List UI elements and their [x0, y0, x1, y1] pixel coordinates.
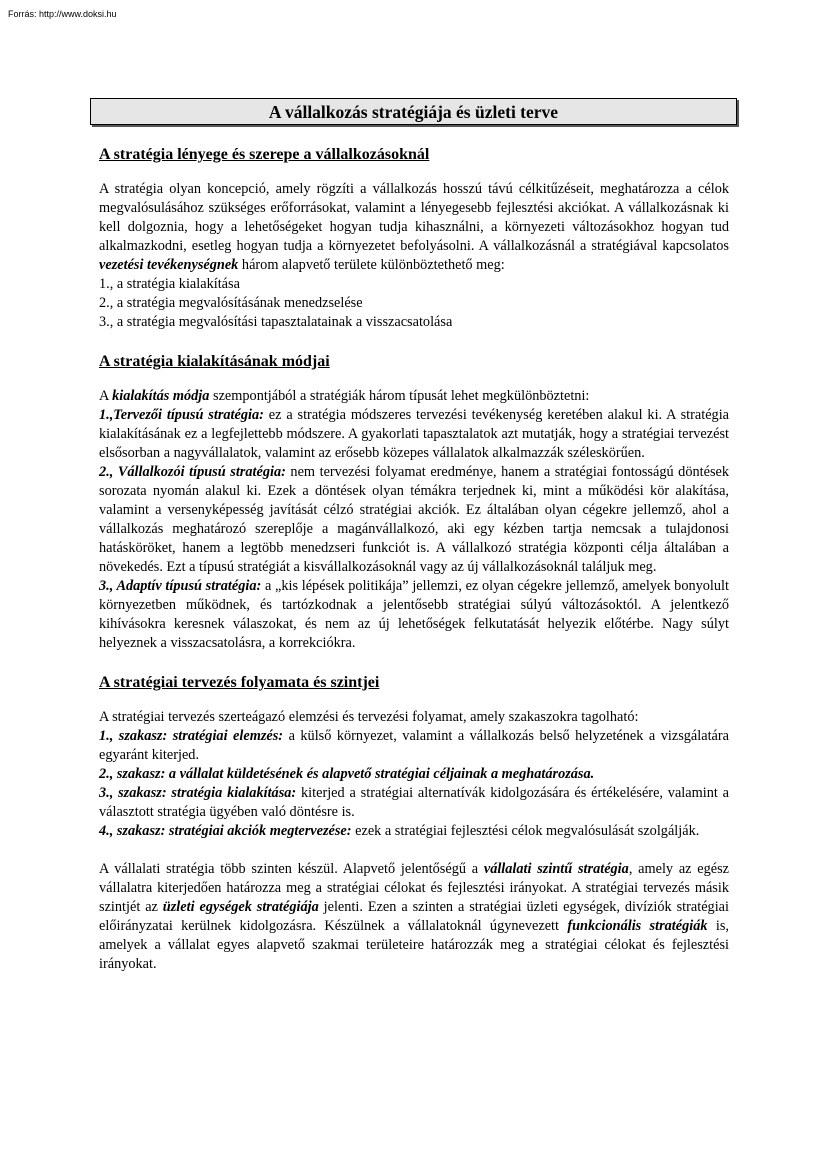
paragraph-strategy-definition: [99, 180, 729, 275]
text-run: ez a stratégia módszeres tervezési tevékenység keretében alakul ki. A stratégia kialakításának ez a legfejlettebb módszere. A gyakorlati tapasztalatok azt mutatják, hogy a stratégiai tervezést elsősorban a nagyvállalatok, valamint az erősebb közepes vállalatok alkalmazzák széleskörűen.: [99, 407, 730, 461]
emphasis-text: kialakítás módja: [112, 388, 210, 404]
paragraph-stage-4: [99, 822, 729, 841]
term-label: 3., Adaptív típusú stratégia:: [99, 578, 262, 594]
paragraph-planning-intro: A stratégiai tervezés szerteágazó elemzési és tervezési folyamat, amely szakaszokra tagolható:: [99, 709, 639, 725]
text-run: kiterjed a stratégiai alternatívák kidolgozására és értékelésére, valamint a választott stratégia ügyében való döntésre is.: [99, 785, 730, 820]
paragraph-adaptive-type: [99, 577, 729, 653]
term-label: 4., szakasz: stratégiai akciók megtervezése:: [99, 823, 352, 839]
text-run: a „kis lépések politikája” jellemzi, ez olyan cégekre jellemző, amelyek bonyolult környezetben működnek, és tartózkodnak a jelentősebb stratégiai súlyú változásoktól. A jelentkező kihívásokra keresnek válaszokat, és nem az új lehetőségek felkutatását helyezik előtérbe. Nagy súlyt helyeznek a visszacsatolásra, a korrekciókra.: [99, 578, 729, 651]
emphasis-text: funkcionális stratégiák: [567, 918, 708, 934]
text-run: ezek a stratégiai fejlesztési célok megvalósulását szolgálják.: [355, 823, 700, 839]
text-run: A vállalati stratégia több szinten készül. Alapvető jelentőségű a: [99, 861, 479, 877]
text-run: a külső környezet, valamint a vállalkozás belső helyzetének a vizsgálatára egyaránt kiterjed.: [99, 728, 729, 763]
list-item: 3., a stratégia megvalósítási tapasztalatainak a visszacsatolása: [99, 314, 453, 330]
list-item: 1., a stratégia kialakítása: [99, 276, 240, 292]
term-label: 1., szakasz: stratégiai elemzés:: [99, 728, 284, 744]
section-heading-methods: A stratégia kialakításának módjai: [99, 353, 330, 370]
term-label: 1.,Tervezői típusú stratégia:: [99, 407, 264, 423]
text-run: , amely az egész vállalatra kiterjedően határozza meg a stratégiai célokat és fejlesztési irányokat. A stratégiai tervezés másik szintjét az: [99, 861, 730, 915]
emphasis-text: vállalati szintű stratégia: [483, 861, 629, 877]
paragraph-stage-2: [99, 765, 729, 784]
section-heading-planning: A stratégiai tervezés folyamata és szintjei: [99, 674, 380, 691]
paragraph-stage-1: [99, 727, 729, 765]
section-heading-essence: A stratégia lényege és szerepe a vállalkozásoknál: [99, 146, 430, 163]
page-title: A vállalkozás stratégiája és üzleti terve: [90, 98, 737, 125]
document-page: [90, 98, 737, 974]
text-run: jelenti. Ezen a szinten a stratégiai üzleti egységek, divíziók stratégiai előirányzatai kerülnek kidolgozásra. Készülnek a vállalatoknál úgynevezett: [99, 899, 729, 934]
text-run: is, amelyek a vállalat egyes alapvető szakmai területeire határozzák meg a stratégiai célokat és fejlesztési irányokat.: [99, 918, 729, 972]
paragraph-planner-type: [99, 406, 729, 463]
paragraph-strategy-levels: [99, 860, 729, 974]
term-label: 2., Vállalkozói típusú stratégia:: [99, 464, 286, 480]
text-run: A stratégia olyan koncepció, amely rögzíti a vállalkozás hosszú távú célkitűzéseit, meghatározza a célok megvalósulásához szükséges erőforrásokat, valamint a lényegesebb fejlesztési akciókat. A vállalkozásnak ki kell dolgoznia, hogy a lehetőségeket hogyan tudja kihasználni, a környezeti változásokhoz hogyan tud alkalmazkodni, esetleg hogyan tudja a környezetet befolyásolni. A vállalkozásnál a stratégiával kapcsolatos: [99, 181, 729, 254]
paragraph-stage-3: [99, 784, 729, 822]
term-label: 2., szakasz: a vállalat küldetésének és alapvető stratégiai céljainak a meghatározása.: [99, 766, 595, 782]
emphasis-text: üzleti egységek stratégiája: [162, 899, 319, 915]
paragraph-entrepreneur-type: [99, 463, 729, 577]
text-run: A: [99, 388, 109, 404]
text-run: három alapvető területe különböztethető meg:: [241, 257, 505, 273]
text-run: szempontjából a stratégiák három típusát lehet megkülönböztetni:: [213, 388, 590, 404]
emphasis-text: vezetési tevékenységnek: [99, 257, 239, 273]
list-item: 2., a stratégia megvalósításának menedzselése: [99, 295, 363, 311]
paragraph-methods-intro: [99, 387, 729, 406]
document-body: [99, 145, 729, 974]
source-note: Forrás: http://www.doksi.hu: [8, 9, 117, 19]
term-label: 3., szakasz: stratégia kialakítása:: [99, 785, 297, 801]
text-run: nem tervezési folyamat eredménye, hanem a stratégiai fontosságú döntések sorozata nyomán alakul ki. Ezek a döntések olyan témákra terjednek ki, mint a működési kör alakítása, valamint a versenyképesség javítását célzó stratégiai akciók. Ez általában olyan cégekre jellemző, ahol a vállalkozás meghatározó szereplője a magánvállalkozó, aki egy kézben tartja nemcsak a tulajdonosi hatásköröket, hanem a legtöbb menedzseri funkciót is. A vállalkozó stratégia központi célja általában a növekedés. Ezt a típusú stratégiát a kisvállalkozásoknál vagy az új vállalkozásoknál találjuk meg.: [99, 464, 730, 575]
